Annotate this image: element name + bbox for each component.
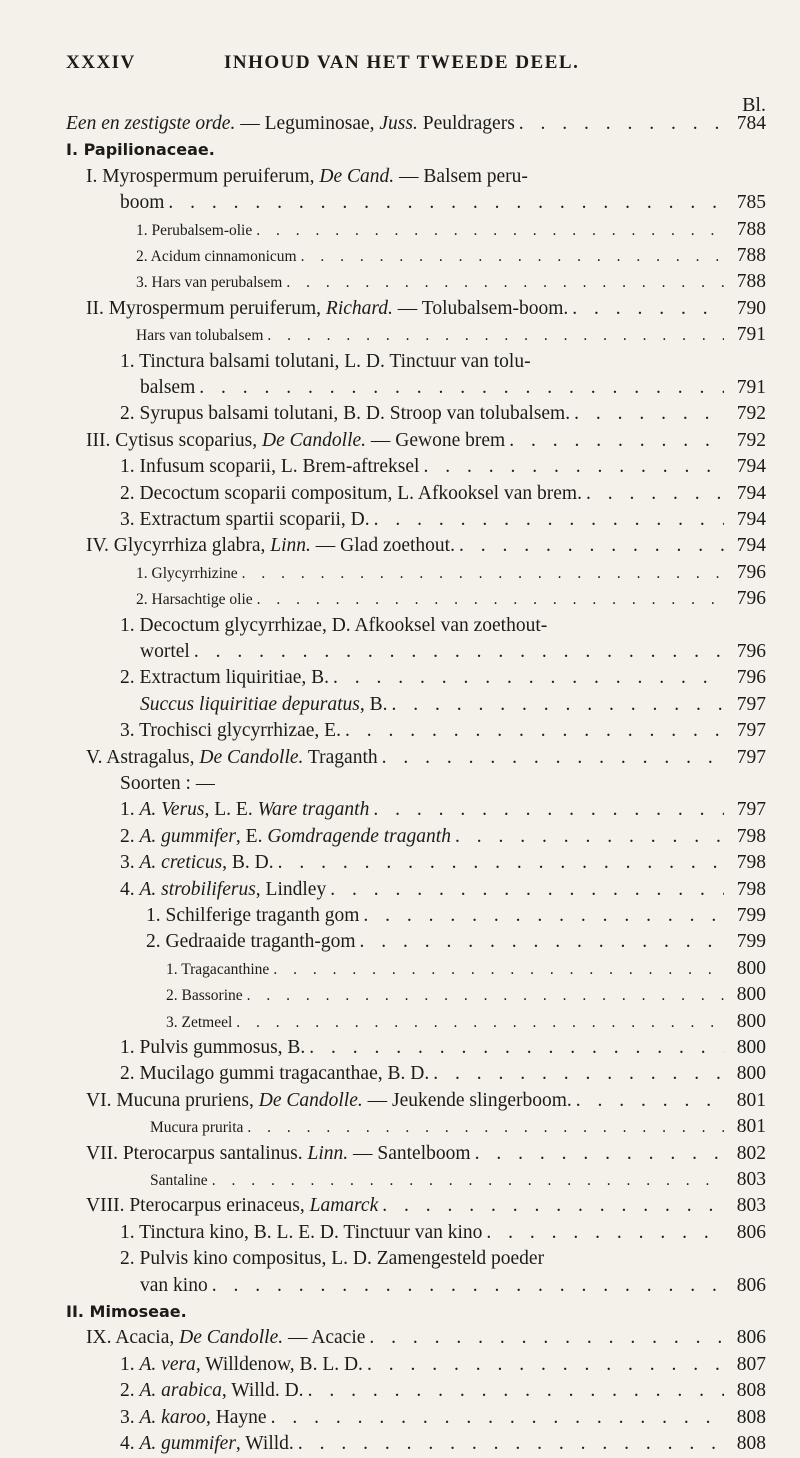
toc-entry-title: Hars van tolubalsem bbox=[136, 327, 264, 345]
toc-leader-dots bbox=[274, 849, 724, 877]
toc-page-number: 796 bbox=[736, 667, 766, 689]
toc-entry bbox=[120, 1060, 766, 1088]
toc-leader-dots bbox=[232, 1009, 724, 1036]
toc-entry-title: 2. Acidum cinnamonicum bbox=[136, 248, 297, 265]
toc-leader-dots bbox=[282, 269, 724, 296]
toc-entry-title: 1. Tinctura balsami tolutani, L. D. Tinctuur van tolu- bbox=[120, 350, 531, 372]
toc-page-number: 794 bbox=[736, 509, 766, 530]
toc-entry bbox=[120, 876, 766, 904]
toc-page-number: 784 bbox=[736, 113, 766, 134]
toc-entry bbox=[120, 1245, 544, 1273]
toc-leader-dots bbox=[252, 217, 724, 244]
toc-entry bbox=[150, 1113, 766, 1141]
toc-page-number: 788 bbox=[736, 218, 766, 240]
toc-entry bbox=[120, 453, 766, 481]
toc-entry bbox=[120, 1219, 766, 1247]
toc-entry-title: Soorten : — bbox=[120, 773, 216, 794]
toc-entry-title: 1. Pulvis gummosus, B. bbox=[120, 1037, 306, 1058]
toc-entry bbox=[86, 1324, 766, 1352]
toc-entry bbox=[120, 664, 766, 692]
toc-entry bbox=[140, 638, 766, 666]
toc-page-number: 800 bbox=[736, 1010, 766, 1032]
toc-leader-dots bbox=[326, 876, 724, 904]
toc-entry bbox=[120, 348, 531, 376]
toc-entry-title: 4. A. strobiliferus, Lindley bbox=[120, 878, 327, 900]
toc-entry-title: 1. Tragacanthine bbox=[166, 960, 270, 978]
toc-page-number: 796 bbox=[736, 588, 766, 610]
toc-entry-title: 2. Pulvis kino compositus, L. D. Zamengesteld poeder bbox=[120, 1248, 545, 1270]
toc-entry-title: 3. Trochisci glycyrrhizae, E. bbox=[120, 720, 341, 742]
toc-leader-dots bbox=[378, 1192, 724, 1220]
toc-page-number: 797 bbox=[736, 799, 766, 821]
toc-leader-dots bbox=[570, 400, 724, 428]
toc-entry-title: boom bbox=[120, 192, 165, 214]
toc-entry bbox=[86, 1192, 766, 1220]
toc-entry bbox=[86, 427, 766, 455]
toc-page-number: 798 bbox=[736, 878, 766, 900]
table-of-contents bbox=[0, 110, 800, 1454]
toc-leader-dots bbox=[269, 956, 724, 983]
toc-page-number: 798 bbox=[736, 825, 766, 847]
toc-leader-dots bbox=[419, 453, 724, 481]
toc-entry bbox=[120, 1034, 766, 1062]
toc-leader-dots bbox=[195, 374, 724, 402]
toc-entry-title: 2. Syrupus balsami tolutani, B. D. Stroop van tolubalsem. bbox=[120, 403, 571, 425]
toc-entry-title: I. Myrospermum peruiferum, De Cand. — Balsem peru- bbox=[86, 165, 528, 187]
toc-entry-title: Mucura prurita bbox=[150, 1119, 244, 1137]
toc-entry-title: VII. Pterocarpus santalinus. Linn. — Santelboom bbox=[86, 1142, 471, 1164]
toc-entry-title: 1. Glycyrrhizine bbox=[136, 564, 238, 582]
toc-entry-title: wortel bbox=[140, 641, 190, 662]
toc-entry bbox=[120, 400, 766, 428]
toc-entry-title: 3. Zetmeel bbox=[166, 1013, 233, 1031]
toc-leader-dots bbox=[370, 506, 724, 534]
toc-page-number: 799 bbox=[736, 931, 766, 953]
toc-entry-title: 3. Extractum spartii scoparii, D. bbox=[120, 509, 370, 530]
toc-leader-dots bbox=[208, 1167, 724, 1194]
toc-page-number: 797 bbox=[736, 693, 766, 715]
toc-page-number: 798 bbox=[736, 852, 766, 874]
toc-leader-dots bbox=[482, 1219, 724, 1247]
toc-entry-title: 2. Bassorine bbox=[166, 987, 243, 1005]
toc-entry bbox=[86, 744, 766, 772]
toc-page-number: 788 bbox=[736, 271, 766, 293]
toc-entry bbox=[166, 955, 766, 983]
toc-leader-dots bbox=[359, 902, 724, 930]
toc-leader-dots bbox=[341, 717, 724, 745]
toc-entry-title: 2. A. arabica, Willd. D. bbox=[120, 1380, 304, 1402]
toc-page-number: 797 bbox=[736, 746, 766, 768]
toc-entry bbox=[120, 612, 547, 640]
toc-leader-dots bbox=[267, 1404, 724, 1432]
toc-entry-title: 1. A. Verus, L. E. Ware traganth bbox=[120, 799, 370, 821]
toc-section-heading: I. Papilionaceae. bbox=[66, 140, 215, 160]
toc-page-number: 806 bbox=[736, 1221, 766, 1243]
toc-entry bbox=[120, 189, 766, 217]
toc-entry-title: III. Cytisus scoparius, De Candolle. — Gewone brem bbox=[86, 429, 506, 451]
toc-page-number: 806 bbox=[736, 1274, 766, 1296]
toc-entry-title: Succus liquiritiae depuratus, B. bbox=[140, 693, 388, 715]
toc-entry bbox=[146, 928, 766, 956]
toc-leader-dots bbox=[297, 243, 724, 270]
toc-page-number: 799 bbox=[736, 905, 766, 926]
toc-leader-dots bbox=[304, 1377, 724, 1405]
toc-entry-title: 3. Hars van perubalsem bbox=[136, 274, 283, 292]
toc-page-number: 794 bbox=[736, 535, 766, 557]
toc-leader-dots bbox=[305, 1034, 724, 1062]
toc-leader-dots bbox=[455, 532, 724, 560]
toc-entry-title: 3. A. karoo, Hayne bbox=[120, 1406, 267, 1428]
toc-entry-title: balsem bbox=[140, 377, 196, 398]
toc-page-number: 800 bbox=[736, 1063, 766, 1085]
toc-page-number: 808 bbox=[736, 1406, 766, 1428]
toc-entry bbox=[86, 1087, 766, 1115]
toc-entry-title: 2. A. gummifer, E. Gomdragende traganth bbox=[120, 825, 451, 847]
toc-page-number: 802 bbox=[736, 1142, 766, 1164]
toc-entry bbox=[166, 981, 766, 1009]
toc-entry-title: 1. Decoctum glycyrrhizae, D. Afkooksel van zoethout- bbox=[120, 614, 548, 636]
toc-leader-dots bbox=[208, 1272, 724, 1300]
toc-leader-dots bbox=[388, 691, 724, 719]
toc-entry bbox=[166, 1008, 766, 1036]
toc-leader-dots bbox=[378, 744, 724, 772]
toc-entry-title: Santaline bbox=[150, 1172, 208, 1189]
toc-page-number: 800 bbox=[736, 957, 766, 979]
toc-entry bbox=[66, 110, 766, 138]
toc-entry bbox=[120, 1404, 766, 1432]
toc-entry bbox=[140, 1272, 766, 1300]
toc-entry bbox=[140, 374, 766, 402]
toc-entry bbox=[136, 585, 766, 613]
toc-page-number: 790 bbox=[736, 297, 766, 319]
toc-leader-dots bbox=[365, 1324, 724, 1352]
toc-entry bbox=[86, 1140, 766, 1168]
toc-page-number: 797 bbox=[736, 720, 766, 742]
toc-leader-dots bbox=[243, 1114, 724, 1141]
toc-page-number: 806 bbox=[736, 1327, 766, 1349]
toc-entry bbox=[120, 1351, 766, 1379]
toc-entry bbox=[120, 770, 215, 798]
toc-entry-title: V. Astragalus, De Candolle. Traganth bbox=[86, 746, 378, 768]
toc-page-number: 794 bbox=[736, 482, 766, 504]
toc-leader-dots bbox=[363, 1351, 724, 1379]
page-running-title: INHOUD VAN HET TWEEDE DEEL. bbox=[224, 52, 580, 73]
toc-leader-dots bbox=[572, 1087, 724, 1115]
toc-leader-dots bbox=[263, 322, 724, 349]
toc-page-number: 800 bbox=[736, 984, 766, 1006]
toc-entry-title: 1. Infusum scoparii, L. Brem-aftreksel bbox=[120, 456, 420, 478]
toc-page-number: 803 bbox=[736, 1169, 766, 1190]
toc-leader-dots bbox=[190, 638, 724, 666]
toc-entry-title: 1. Tinctura kino, B. L. E. D. Tinctuur van kino bbox=[120, 1221, 483, 1243]
toc-page-number: 807 bbox=[736, 1353, 766, 1375]
toc-page-number: 785 bbox=[736, 192, 766, 214]
toc-leader-dots bbox=[369, 796, 724, 824]
page-column-label: Bl. bbox=[742, 94, 766, 116]
page-number-roman: XXXIV bbox=[66, 52, 136, 73]
toc-entry-title: 4. A. gummifer, Willd. bbox=[120, 1433, 294, 1454]
toc-entry bbox=[146, 902, 766, 930]
toc-entry-title: VIII. Pterocarpus erinaceus, Lamarck bbox=[86, 1195, 379, 1217]
toc-page-number: 808 bbox=[736, 1433, 766, 1454]
toc-entry bbox=[136, 321, 766, 349]
toc-entry-title: 2. Gedraaide traganth-gom bbox=[146, 931, 356, 953]
toc-page-number: 788 bbox=[736, 245, 766, 266]
toc-entry bbox=[86, 295, 766, 323]
toc-entry-title: Een en zestigste orde. — Leguminosae, Juss. Peuldragers bbox=[66, 113, 515, 134]
toc-entry-title: IV. Glycyrrhiza glabra, Linn. — Glad zoethout. bbox=[86, 535, 455, 557]
toc-page-number: 808 bbox=[736, 1380, 766, 1402]
toc-leader-dots bbox=[356, 928, 724, 956]
toc-entry bbox=[150, 1166, 766, 1194]
toc-entry bbox=[136, 242, 766, 270]
toc-entry bbox=[120, 796, 766, 824]
toc-leader-dots bbox=[515, 110, 724, 138]
toc-entry-title: VI. Mucuna pruriens, De Candolle. — Jeukende slingerboom. bbox=[86, 1089, 572, 1111]
toc-page-number: 800 bbox=[736, 1037, 766, 1058]
toc-page-number: 792 bbox=[736, 429, 766, 451]
toc-entry-title: van kino bbox=[140, 1274, 208, 1296]
toc-page-number: 792 bbox=[736, 403, 766, 425]
toc-leader-dots bbox=[164, 189, 724, 217]
toc-leader-dots bbox=[238, 560, 724, 587]
toc-leader-dots bbox=[253, 586, 724, 613]
toc-entry bbox=[120, 717, 766, 745]
toc-entry bbox=[140, 691, 766, 719]
toc-entry-title: 2. Decoctum scoparii compositum, L. Afkooksel van brem. bbox=[120, 482, 582, 504]
toc-page-number: 801 bbox=[736, 1116, 766, 1138]
toc-entry-title: 2. Extractum liquiritiae, B. bbox=[120, 667, 330, 689]
toc-leader-dots bbox=[505, 427, 724, 455]
toc-entry bbox=[120, 823, 766, 851]
toc-entry bbox=[120, 1430, 766, 1458]
toc-leader-dots bbox=[243, 982, 724, 1009]
toc-entry bbox=[136, 559, 766, 587]
toc-entry-title: 2. Harsachtige olie bbox=[136, 591, 253, 609]
toc-entry bbox=[136, 216, 766, 244]
toc-leader-dots bbox=[582, 480, 724, 508]
toc-entry bbox=[120, 1377, 766, 1405]
toc-page-number: 791 bbox=[736, 324, 766, 346]
toc-page-number: 801 bbox=[736, 1089, 766, 1111]
toc-entry-title: 1. Schilferige traganth gom bbox=[146, 905, 360, 926]
toc-leader-dots bbox=[471, 1140, 724, 1168]
toc-leader-dots bbox=[451, 823, 724, 851]
toc-leader-dots bbox=[329, 664, 724, 692]
toc-page-number: 803 bbox=[736, 1195, 766, 1217]
toc-entry-title: II. Myrospermum peruiferum, Richard. — Tolubalsem-boom. bbox=[86, 297, 569, 319]
toc-entry bbox=[86, 163, 528, 191]
toc-leader-dots bbox=[429, 1060, 724, 1088]
toc-entry-title: 2. Mucilago gummi tragacanthae, B. D. bbox=[120, 1063, 430, 1085]
toc-entry-title: 1. A. vera, Willdenow, B. L. D. bbox=[120, 1353, 363, 1375]
toc-entry bbox=[120, 849, 766, 877]
toc-leader-dots bbox=[294, 1430, 724, 1458]
toc-entry-title: 1. Perubalsem-olie bbox=[136, 221, 253, 239]
toc-page-number: 796 bbox=[736, 641, 766, 662]
toc-section-heading: II. Mimoseae. bbox=[66, 1302, 187, 1321]
toc-page-number: 796 bbox=[736, 561, 766, 583]
toc-entry-title: 3. A. creticus, B. D. bbox=[120, 852, 274, 874]
toc-entry bbox=[120, 506, 766, 534]
toc-entry bbox=[136, 268, 766, 296]
toc-leader-dots bbox=[568, 295, 724, 323]
toc-entry bbox=[120, 480, 766, 508]
toc-entry-title: IX. Acacia, De Candolle. — Acacie bbox=[86, 1327, 366, 1349]
running-header bbox=[66, 52, 766, 82]
toc-page-number: 794 bbox=[736, 456, 766, 478]
toc-page-number: 791 bbox=[736, 377, 766, 398]
toc-entry bbox=[86, 532, 766, 560]
